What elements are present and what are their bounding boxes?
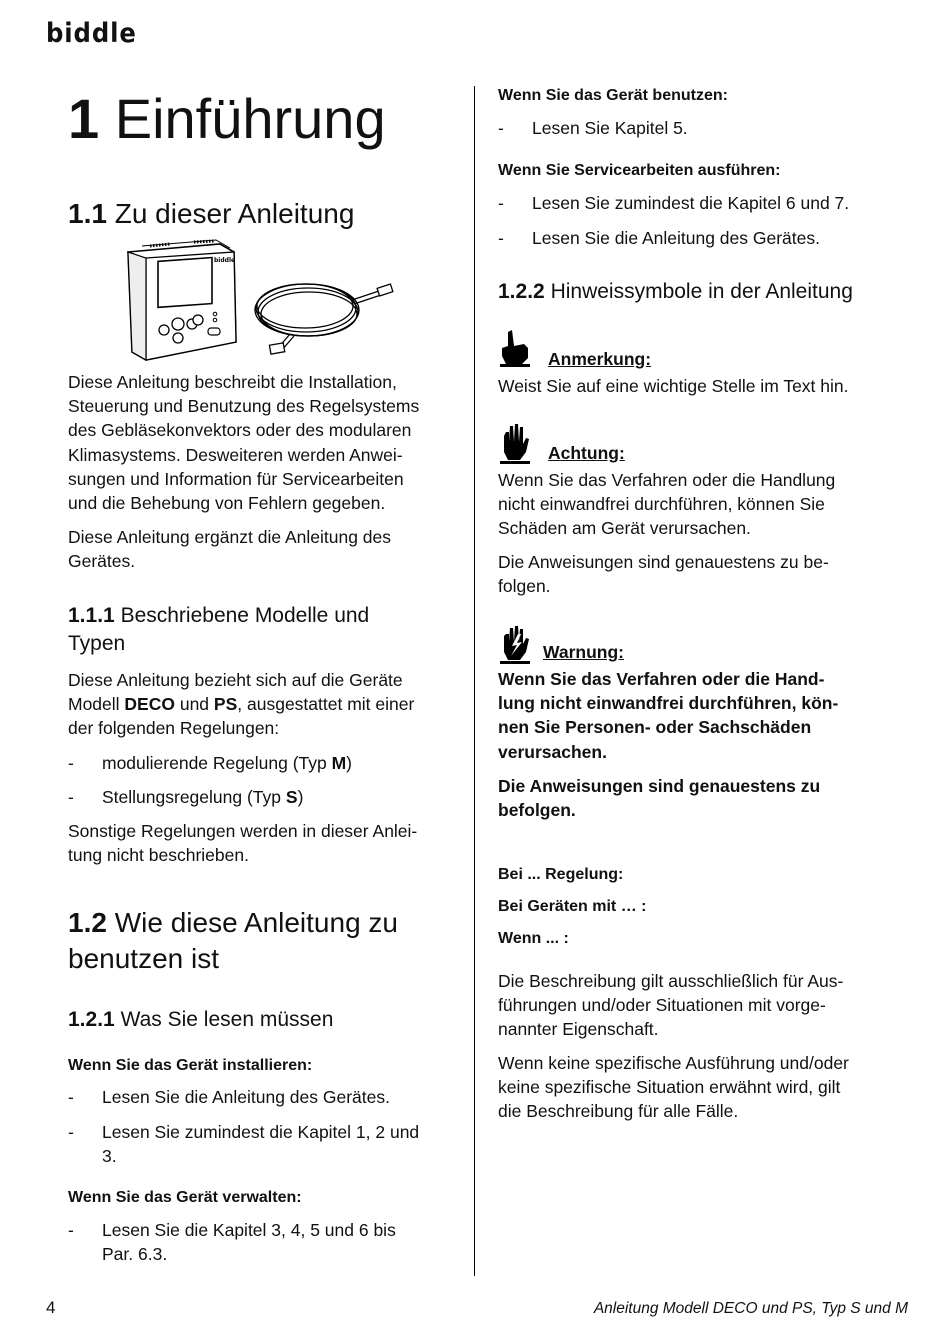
caution-title: Achtung: — [548, 443, 625, 463]
list-item: - Lesen Sie zumindest die Kapitel 1, 2 und 3. — [68, 1122, 420, 1167]
list-item: - Lesen Sie die Anleitung des Gerätes. — [498, 228, 820, 248]
controller-and-cable-illustration — [120, 238, 396, 366]
list-item: - Stellungsregelung (Typ S) — [68, 787, 304, 807]
models-paragraph: Diese Anleitung bezieht sich auf die Geräte Modell DECO und PS, ausgestattet mit einer der folgenden Regelungen: — [68, 670, 415, 739]
list-item: - Lesen Sie zumindest die Kapitel 6 und 7. — [498, 193, 850, 213]
section-1-2-title: 1.2 Wie diese Anleitung zu benutzen ist — [68, 907, 398, 974]
pointing-hand-icon — [498, 328, 534, 368]
caution-text: Wenn Sie das Verfahren oder die Handlung nicht einwandfrei durchführen, können Sie Schäden am Gerät verursachen. — [498, 470, 836, 539]
section-1-2-2-title: 1.2.2 Hinweissymbole in der Anleitung — [498, 280, 853, 303]
caution-instruction: Die Anweisungen sind genauestens zu be- folgen. — [498, 552, 829, 597]
footer-title: Anleitung Modell DECO und PS, Typ S und M — [593, 1300, 908, 1317]
label-manage: Wenn Sie das Gerät verwalten: — [68, 1189, 302, 1206]
label-wenn: Wenn ... : — [498, 930, 569, 947]
supplement-paragraph: Diese Anleitung ergänzt die Anleitung des Gerätes. — [68, 527, 392, 572]
cable-icon — [255, 284, 393, 354]
general-paragraph: Wenn keine spezifische Ausführung und/oder keine spezifische Situation erwähnt wird, gilt die Beschreibung für alle Fälle. — [498, 1053, 849, 1122]
label-geraeten: Bei Geräten mit … : — [498, 898, 647, 915]
svg-text:biddle: biddle — [214, 257, 236, 264]
label-use: Wenn Sie das Gerät benutzen: — [498, 87, 728, 104]
warning-instruction: Die Anweisungen sind genauestens zu befolgen. — [498, 776, 821, 821]
warning-text: Wenn Sie das Verfahren oder die Hand- lung nicht einwandfrei durchführen, kön- nen Sie Personen- oder Sachschäden verursachen. — [498, 669, 839, 762]
controller-icon — [128, 240, 236, 360]
other-controls-paragraph: Sonstige Regelungen werden in dieser Anlei- tung nicht beschrieben. — [68, 821, 418, 866]
list-item: - Lesen Sie die Kapitel 3, 4, 5 und 6 bis Par. 6.3. — [68, 1220, 396, 1265]
column-divider — [474, 86, 475, 1276]
stop-hand-icon — [498, 422, 534, 464]
warning-hand-icon — [498, 622, 534, 664]
label-service: Wenn Sie Servicearbeiten ausführen: — [498, 162, 781, 179]
warning-title: Warnung: — [543, 642, 624, 662]
page-number: 4 — [46, 1298, 56, 1317]
scope-paragraph: Die Beschreibung gilt ausschließlich für Aus- führungen und/oder Situationen mit vorge- nannter Eigenschaft. — [498, 971, 844, 1040]
list-item: - modulierende Regelung (Typ M) — [68, 753, 352, 773]
section-1-1-1-title: 1.1.1 Beschriebene Modelle und Typen — [68, 604, 370, 655]
note-text: Weist Sie auf eine wichtige Stelle im Text hin. — [498, 376, 849, 396]
label-install: Wenn Sie das Gerät installieren: — [68, 1057, 313, 1074]
section-1-2-1-title: 1.2.1 Was Sie lesen müssen — [68, 1008, 334, 1031]
label-regelung: Bei ... Regelung: — [498, 866, 624, 883]
list-item: - Lesen Sie die Anleitung des Gerätes. — [68, 1087, 390, 1107]
section-1-1-title: 1.1 Zu dieser Anleitung — [68, 198, 355, 229]
list-item: - Lesen Sie Kapitel 5. — [498, 118, 688, 138]
biddle-logo: biddle — [46, 18, 137, 49]
intro-paragraph: Diese Anleitung beschreibt die Installation, Steuerung und Benutzung des Regelsystems des Gebläsekonvektors oder des modularen Klimasystems. Desweiteren werden Anwei- sungen und Information für Servicearbeiten und die Behebung von Fehlern gegeben. — [68, 372, 420, 514]
note-title: Anmerkung: — [548, 349, 652, 369]
chapter-title: 1 Einführung — [68, 87, 386, 150]
